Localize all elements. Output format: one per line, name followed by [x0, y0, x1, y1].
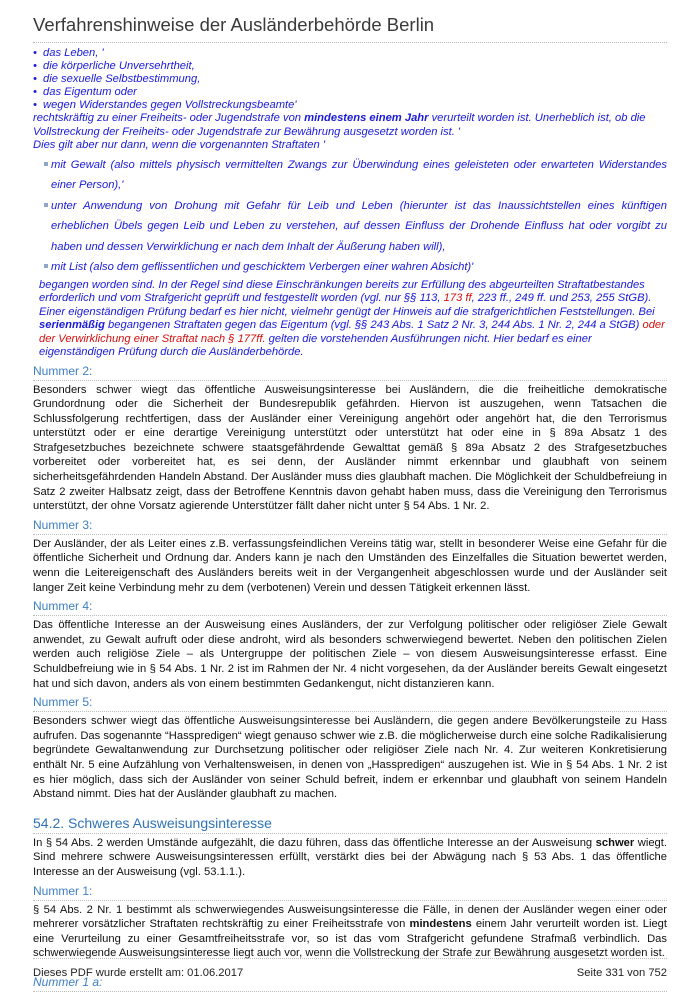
heading-nummer-1: Nummer 1: — [33, 884, 667, 901]
intro-bold: mindestens einem Jahr — [304, 112, 429, 124]
square-bullet-icon — [44, 162, 48, 166]
list-item — [33, 155, 667, 196]
nummer-1-bold: mindestens — [409, 918, 472, 931]
document-page — [33, 8, 667, 992]
paragraph-nummer-2: Besonders schwer wiegt das öffentliche Ausweisungsinteresse bei Ausländern, die die freiheitliche demokratische Grundordnung oder die Sicherheit der Bundesrepublik gefährden. Hiervon ist auszugehen, wenn Tatsachen die Schlussfolgerung rechtfertigen, dass der Ausländer einer Vereinigung angehört oder angehört hat, die den Terrorismus unterstützt oder er eine derartige Vereinigung unterstützt oder unterstützt hat oder eine in § 89a Absatz 1 des Strafgesetzbuches bezeichnete schwere staatsgefährdende Gewalttat gemäß § 89a Absatz 2 des Strafgesetzbuches vorbereitet oder vorbereitet hat, es sei denn, der Ausländer nimmt erkennbar und glaubhaft von seinem sicherheitsgefährdenden Handeln Abstand. Der Ausländer muss dies glaubhaft machen. Die Möglichkeit der Schuldbefreiung in Satz 2 zweiter Halbsatz zeigt, dass der Betroffene Kenntnis davon gehabt haben muss, dass die Vereinigung den Terrorismus unterstützt, der ohne Vorsatz agierende Unterstützer fällt daher nicht unter § 54 Abs. 1 Nr. 2. — [33, 383, 667, 513]
section-text: wiegt. Sind mehrere schwere Ausweisungsinteressen erfüllt, verstärkt dies bei der Abwägung nach § 53 Abs. 1 das öffentliche Interesse an der Ausweisung (vgl. 53.1.1.). — [33, 836, 667, 878]
paragraph-nummer-4: Das öffentliche Interesse an der Ausweisung eines Ausländers, der zur Verfolgung politischer oder religiöser Ziele Gewalt anwendet, zu Gewalt aufruft oder diese androht, wird als besonders schwerwiegend bewertet. Neben den politischen Zielen werden auch religiöse Ziele – als Untergruppe der politischen Ziele – von diesem Ausweisungsinteresse erfasst. Eine Schuldbefreiung wie in § 54 Abs. 1 Nr. 2 ist im Rahmen der Nr. 4 nicht vorgesehen, da der Ausländer bereits Gewalt eingesetzt hat und sich davon, anders als von einem bestimmten Gedankengut, nicht distanzieren kann. — [33, 619, 667, 690]
after-red-text: 173 ff — [443, 292, 472, 304]
heading-nummer-5: Nummer 5: — [33, 695, 667, 712]
footer-created-date: Dieses PDF wurde erstellt am: 01.06.2017 — [33, 967, 244, 979]
intro-paragraph — [33, 112, 667, 139]
heading-nummer-3: Nummer 3: — [33, 518, 667, 535]
heading-nummer-4: Nummer 4: — [33, 599, 667, 616]
list-item-text: mit List (also dem geflissentlichen und geschicktem Verbergen einer wahren Absicht)' — [51, 261, 474, 273]
page-title: Verfahrenshinweise der Ausländerbehörde Berlin — [33, 8, 667, 43]
after-text: gelten die vorstehenden Ausführungen nicht. Hier bedarf es einer eigenständigen Prüfung durch die Ausländerbehörde. — [39, 332, 592, 358]
intro-text-end: verurteilt worden ist. Unerheblich ist, ob die Vollstreckung der Freiheits- oder Jugendstrafe zur Bewährung ausgesetzt worden ist. ' — [33, 112, 646, 138]
heading-nummer-2: Nummer 2: — [33, 364, 667, 381]
nummer-1-text: einem Jahr verurteilt worden ist. Liegt eine Verurteilung zu einer Gesamtfreiheitsstrafe vor, so ist das vom Strafgericht gefundene Strafmaß verbindlich. Das schwerwiegende Ausweisungsinteresse liegt auch vor, wenn die Vollstreckung der Strafe zur Bewährung ausgesetzt worden ist. — [33, 918, 668, 960]
after-text: begangenen Straftaten gegen das Eigentum (vgl. §§ 243 Abs. 1 Satz 2 Nr. 3, 244 Abs. 1 Nr. 2, 244 a StGB) — [104, 319, 643, 331]
intro-condition: Dies gilt aber nur dann, wenn die vorgenannten Straftaten ' — [33, 139, 325, 151]
list-item — [33, 257, 667, 278]
intro-text: rechtskräftig zu einer Freiheits- oder Jugendstrafe von — [33, 112, 305, 124]
paragraph-54-2 — [33, 836, 667, 880]
offence-bullet-list — [33, 47, 667, 112]
after-red-text: oder der Verwirklichung einer Straftat nach § 177ff. — [39, 319, 665, 345]
list-item — [33, 196, 667, 258]
after-bold-text: serienmäßig — [39, 319, 105, 331]
list-item: • die körperliche Unversehrtheit, — [33, 60, 667, 73]
list-item: • die sexuelle Selbstbestimmung, — [33, 73, 667, 86]
list-item: • das Eigentum oder — [33, 86, 667, 99]
after-text: , 223 ff., 249 ff. und 253, 255 StGB). Einer eigenständigen Prüfung bedarf es hier nicht, vielmehr genügt der Hinweis auf die strafgerichtlichen Feststellungen. Bei — [39, 292, 655, 318]
list-item: • wegen Widerstandes gegen Vollstreckungsbeamte' — [33, 99, 667, 112]
square-bullet-icon — [44, 203, 48, 207]
heading-nummer-1a: Nummer 1 a: — [33, 975, 667, 992]
section-bold-text: schwer — [595, 836, 635, 849]
paragraph-nummer-1 — [33, 903, 667, 961]
paragraph-nummer-3: Der Ausländer, der als Leiter eines z.B. verfassungsfeindlichen Vereins tätig war, stellt in besonderer Weise eine Gefahr für die öffentliche Sicherheit und Ordnung dar. Anders kann je nach den Umständen des Einzelfalles die Situation bewertet werden, wenn die Leitereigenschaft des Ausländers bereits weit in der Vergangenheit abgeschlossen wurde und der Ausländer seit langer Zeit keine Verbindung mehr zu dem (verbotenen) Verein und dessen Tätigkeit erkennen lässt. — [33, 537, 667, 594]
paragraph-nummer-5: Besonders schwer wiegt das öffentliche Ausweisungsinteresse bei Ausländern, die gegen andere Bevölkerungsteile zu Hass aufrufen. Das sogenannte “Hasspredigen“ wiegt genauso schwer wie z.B. die möglicherweise durch eine solche Radikalisierung begründete Gewaltanwendung zur Durchsetzung politischer oder religiöser Ziele nach Nr. 4. Zur weiteren Konkretisierung enthält Nr. 5 eine Aufzählung von Verhaltensweisen, in denen von „Hasspredigen“ auszugehen ist. Wie in § 54 Abs. 1 Nr. 2 ist es hier möglich, dass sich der Ausländer von seiner Schuld befreit, indem er erkennbar und glaubhaft von seinem Handeln Abstand nimmt. Dies hat der Ausländer glaubhaft zu machen. — [33, 715, 667, 801]
section-title-54-2: 54.2. Schweres Ausweisungsinteresse — [33, 815, 667, 834]
after-text: begangen worden sind. In der Regel sind diese Einschränkungen bereits zur Erfüllung des abgeurteilten Straftatbestandes erforderlich und vom Strafgericht geprüft und festgestellt worden (vgl. nur §§ 113, — [39, 278, 645, 304]
list-item: • das Leben, ' — [33, 47, 667, 60]
nummer-1-text: § 54 Abs. 2 Nr. 1 bestimmt als schwerwiegendes Ausweisungsinteresse die Fälle, in denen der Ausländer wegen einer oder mehrerer vorsätzlicher Straftaten rechtskräftig zu einer Freiheitsstrafe von — [33, 903, 667, 931]
list-item-text: unter Anwendung von Drohung mit Gefahr für Leib und Leben (hierunter ist das Inaussichtstellen eines künftigen erheblichen Übels gegen Leib und Leben zu verstehen, auf dessen Einfluss der Drohende Einfluss hat oder vorgibt zu haben und dessen Verwirklichung er nach dem Inhalt der Äußerung haben will), — [51, 199, 667, 253]
after-paragraph — [33, 279, 667, 360]
footer-page-number: Seite 331 von 752 — [576, 967, 667, 979]
page-footer — [33, 958, 667, 979]
condition-list — [33, 155, 667, 278]
list-item-text: mit Gewalt (also mittels physisch vermittelten Zwangs zur Überwindung eines geleisteten oder erwarteten Widerstandes einer Person),' — [51, 158, 667, 191]
section-text: In § 54 Abs. 2 werden Umstände aufgezählt, die dazu führen, dass das öffentliche Interesse an der Ausweisung — [33, 836, 596, 849]
square-bullet-icon — [44, 264, 48, 268]
